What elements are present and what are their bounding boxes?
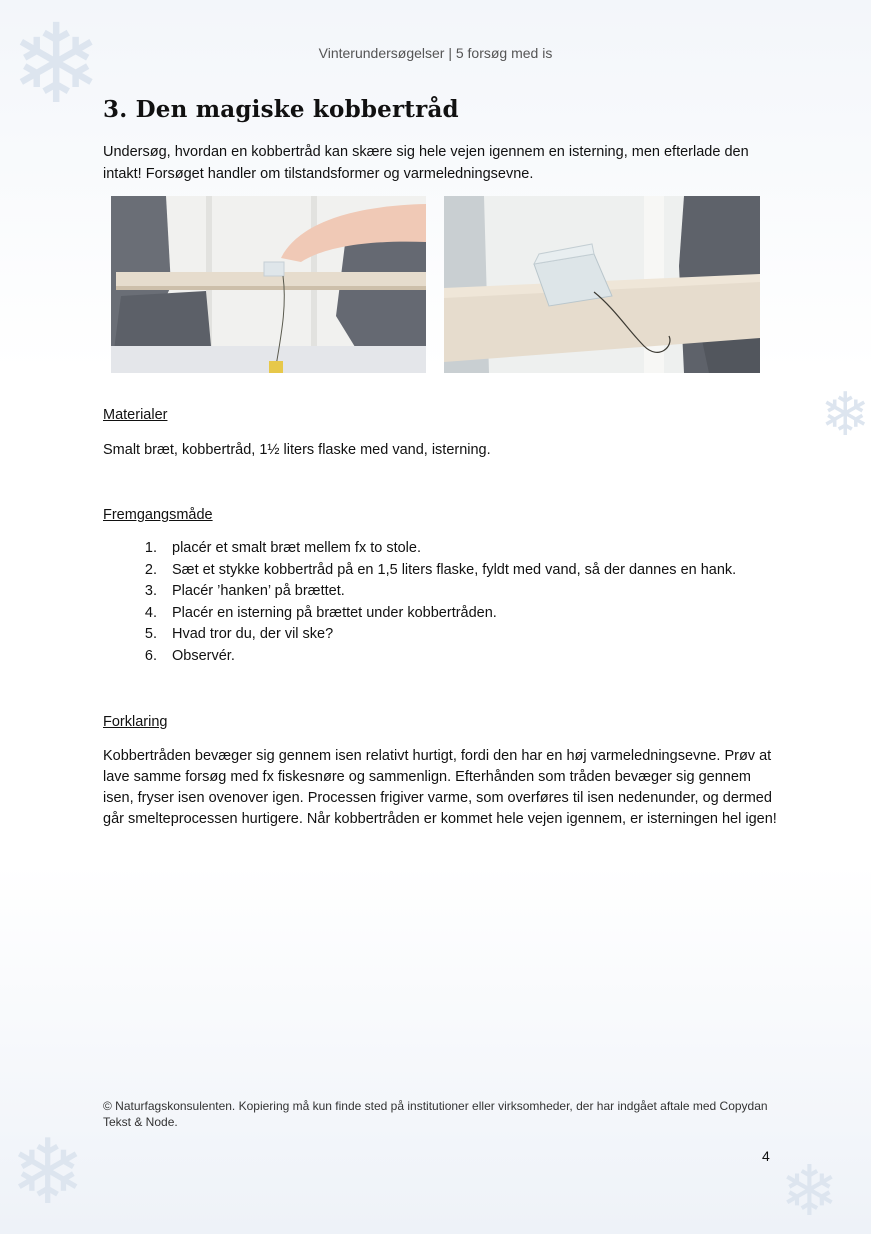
step-number: 1. [144,540,157,556]
copyright-footer: © Naturfagskonsulenten. Kopiering må kun finde sted på institutioner eller virksomheder, der har indgået aftale med Copydan Tekst & Node. [103,1099,768,1129]
explanation-text: Kobbertråden bevæger sig gennem isen relativt hurtigt, fordi den har en høj varmeledningsevne. Prøv at lave samme forsøg med fx fiskesnøre og sammenlign. Efterhånden som tråden bevæger sig gennem isen, fryser isen ovenover igen. Processen frigiver varme, som overføres til isen nedenunder, og dermed går smelteprocessen hurtigere. Når kobbertråden er kommet hele vejen igennem, er isterningen hel igen! [103,748,777,827]
materials-text: Smalt bræt, kobbertråd, 1½ liters flaske med vand, isterning. [103,442,491,458]
intro-text: Undersøg, hvordan en kobbertråd kan skære sig hele vejen igennem en isterning, men efterlade den intakt! Forsøget handler om tilstandsformer og varmeledningsevne. [103,144,749,182]
step-text: Observér. [172,647,235,664]
photo-ice-closeup [444,196,760,373]
step-number: 3. [144,583,157,599]
snowflake-decoration: ❄ [820,380,871,450]
materials-heading: Materialer [103,407,168,423]
step-text: Placér ’hanken’ på brættet. [172,583,345,599]
snowflake-decoration: ❄ [10,1120,86,1225]
procedure-step [103,538,736,560]
step-text: placér et smalt bræt mellem fx to stole. [172,540,421,556]
snowflake-decoration: ❄ [10,0,103,128]
procedure-step [103,603,736,625]
step-number: 4. [144,604,157,621]
step-text: Hvad tror du, der vil ske? [172,626,334,642]
step-number: 5. [144,626,157,642]
page-number: 4 [762,1148,770,1164]
procedure-step [103,646,736,668]
procedure-heading: Fremgangsmåde [103,507,213,523]
step-text: Placér en isterning på brættet under kobbertråden. [172,604,497,621]
step-text: Sæt et stykke kobbertråd på en 1,5 liters flaske, fyldt med vand, så der dannes en hank. [172,561,737,578]
procedure-step [103,560,736,582]
step-number: 2. [144,561,157,578]
explanation-heading: Forklaring [103,714,168,730]
procedure-step [103,581,736,603]
snowflake-decoration: ❄ [780,1150,839,1232]
procedure-step [103,624,736,646]
photo-hand-ice-board [111,196,426,373]
running-header: Vinterundersøgelser | 5 forsøg med is [318,45,553,61]
procedure-steps [103,538,736,667]
section-title: 3. Den magiske kobbertråd [103,96,459,123]
step-number: 6. [144,647,157,664]
